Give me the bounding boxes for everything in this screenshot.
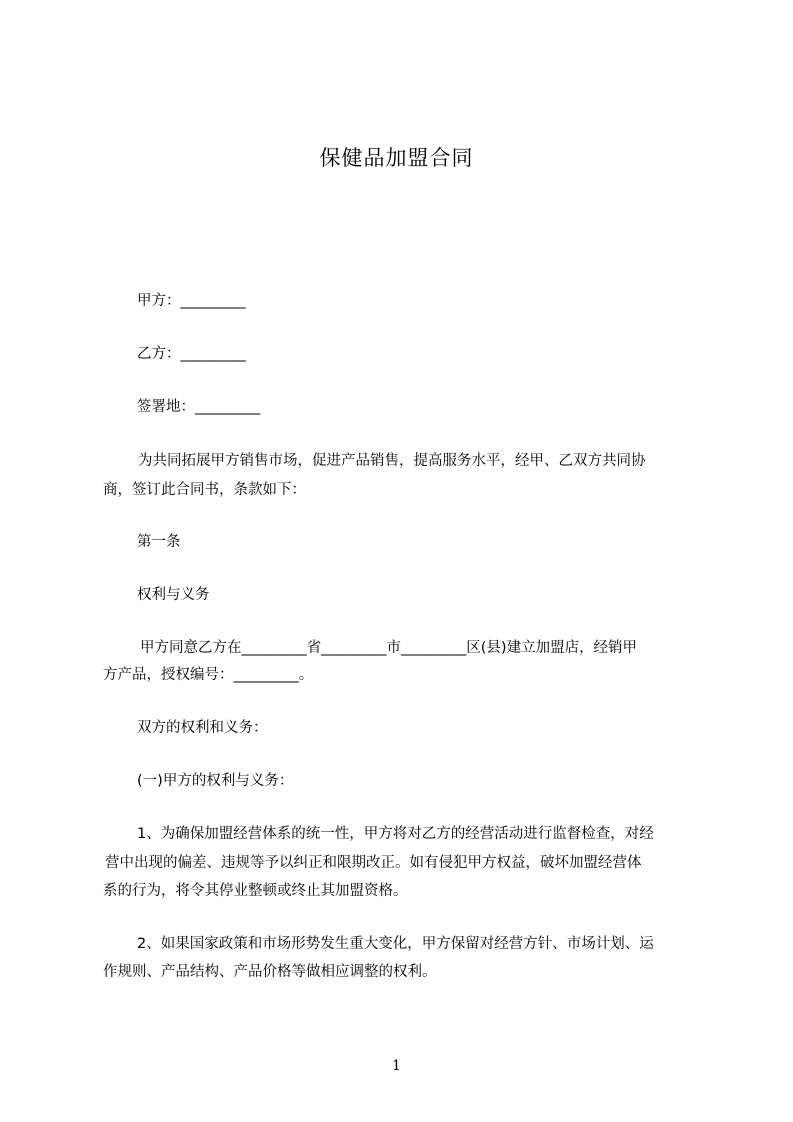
item-2-line-1: 2、如果国家政策和市场形势发生重大变化，甲方保留对经营方针、市场计划、运 bbox=[137, 936, 654, 952]
intro-paragraph-line-2: 商，签订此合同书，条款如下： bbox=[103, 482, 306, 498]
intro-paragraph-line-1: 为共同拓展甲方销售市场，促进产品销售，提高服务水平，经甲、乙双方共同协 bbox=[138, 453, 646, 469]
item-1-line-2: 营中出现的偏差、违规等予以纠正和限期改正。如有侵犯甲方权益，破坏加盟经营体 bbox=[105, 855, 642, 871]
item-1-line-1: 1、为确保加盟经营体系的统一性，甲方将对乙方的经营活动进行监督检查，对经 bbox=[137, 826, 654, 842]
article-1-subheading: 权利与义务 bbox=[137, 587, 210, 603]
page-title: 保健品加盟合同 bbox=[319, 146, 474, 170]
signing-place-line: 签署地：_________ bbox=[137, 399, 261, 415]
item-2-line-2: 作规则、产品结构、产品价格等做相应调整的权利。 bbox=[103, 964, 437, 980]
page-number: 1 bbox=[392, 1058, 401, 1074]
party-b-line: 乙方：_________ bbox=[137, 346, 246, 362]
section-a-heading: (一)甲方的权利与义务： bbox=[137, 773, 294, 789]
grant-paragraph-line-2: 方产品，授权编号：_________。 bbox=[103, 667, 314, 683]
article-1-heading: 第一条 bbox=[137, 534, 181, 550]
item-1-line-3: 系的行为，将令其停业整顿或终止其加盟资格。 bbox=[103, 883, 408, 899]
grant-paragraph-line-1: 甲方同意乙方在_________省_________市_________区(县)建立加盟店，经销甲 bbox=[140, 640, 638, 656]
rights-heading: 双方的权利和义务： bbox=[137, 720, 268, 736]
party-a-line: 甲方：_________ bbox=[137, 293, 246, 309]
